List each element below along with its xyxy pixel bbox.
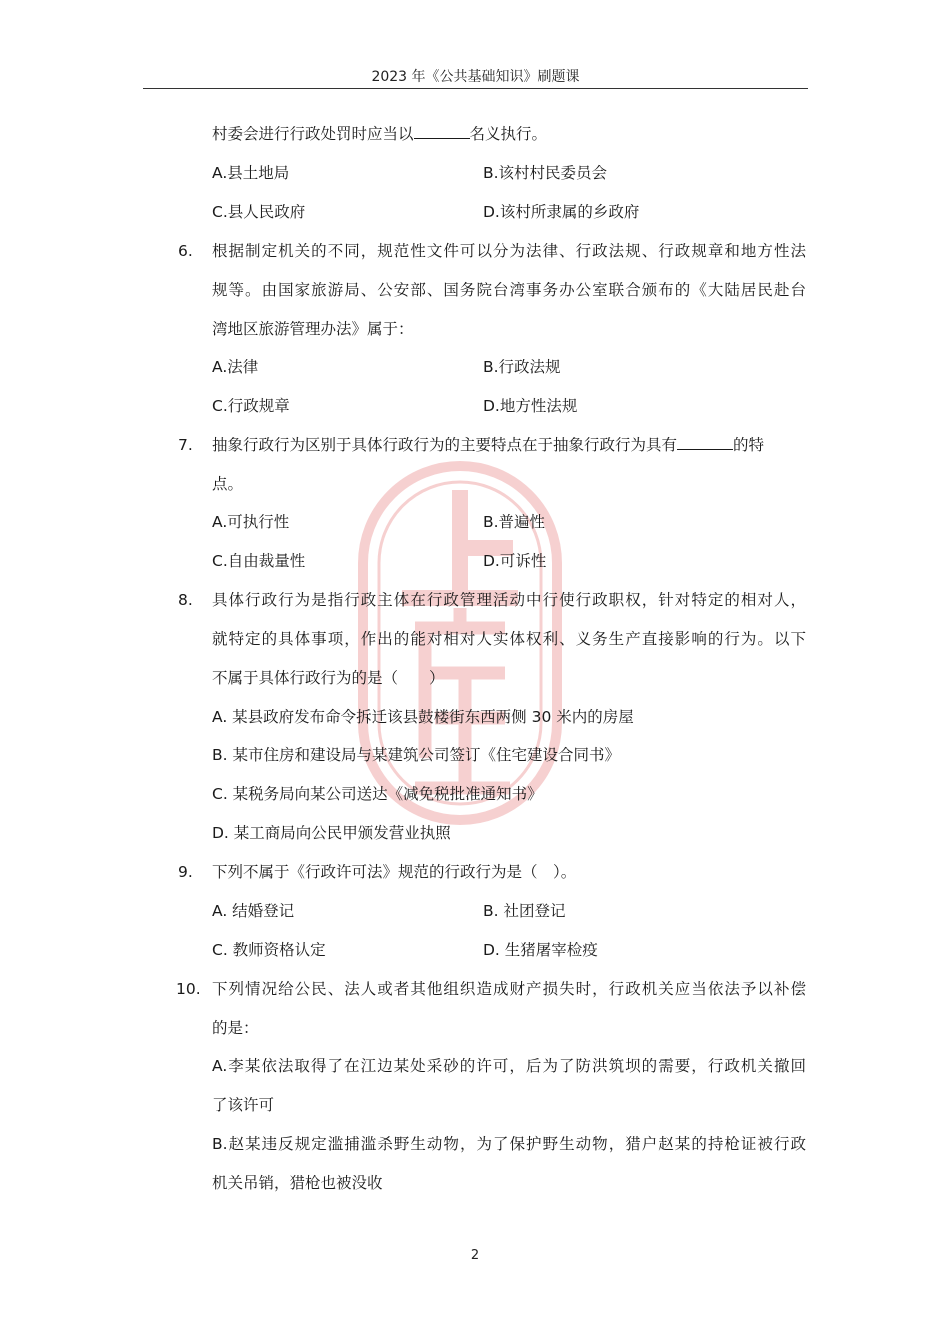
q5-text-before: 村委会进行行政处罚时应当以 <box>212 125 414 143</box>
q5-option-c: C.县人民政府 <box>212 203 306 221</box>
q5-option-b: B.该村村民委员会 <box>483 164 608 182</box>
q10-number: 10. <box>176 980 201 998</box>
q9-option-d: D. 生猪屠宰检疫 <box>483 941 598 959</box>
header-divider <box>143 88 808 89</box>
q5-text-after: 名义执行。 <box>469 125 548 143</box>
q8-stem-line-2: 就特定的具体事项，作出的能对相对人实体权利、义务生产直接影响的行为。以下 <box>212 630 806 648</box>
q6-option-b: B.行政法规 <box>483 358 561 376</box>
q9-option-b: B. 社团登记 <box>483 902 566 920</box>
q7-option-b: B.普遍性 <box>483 513 546 531</box>
q7-blank <box>677 435 733 450</box>
q7-option-a: A.可执行性 <box>212 513 290 531</box>
q7-text-after: 的特 <box>733 436 765 454</box>
q6-option-d: D.地方性法规 <box>483 397 578 415</box>
q8-option-d: D. 某工商局向公民甲颁发营业执照 <box>212 824 451 842</box>
q8-number: 8. <box>178 591 193 609</box>
q7-option-d: D.可诉性 <box>483 552 547 570</box>
q6-stem-line-3: 湾地区旅游管理办法》属于： <box>212 320 414 338</box>
q8-stem-line-1: 具体行政行为是指行政主体在行政管理活动中行使行政职权，针对特定的相对人， <box>212 591 806 609</box>
q6-stem-line-1: 根据制定机关的不同，规范性文件可以分为法律、行政法规、行政规章和地方性法 <box>212 242 806 260</box>
q10-option-b-line-1: B.赵某违反规定滥捕滥杀野生动物，为了保护野生动物，猎户赵某的持枪证被行政 <box>212 1135 806 1153</box>
q10-option-b-line-2: 机关吊销，猎枪也被没收 <box>212 1174 383 1192</box>
page-number: 2 <box>470 1248 480 1263</box>
q7-text-before: 抽象行政行为区别于具体行政行为的主要特点在于抽象行政行为具有 <box>212 436 678 454</box>
q8-stem-line-3: 不属于具体行政行为的是（ ） <box>212 669 445 687</box>
q5-stem-tail <box>212 124 547 144</box>
q9-stem: 下列不属于《行政许可法》规范的行政行为是（ ）。 <box>212 863 577 881</box>
q9-number: 9. <box>178 863 193 881</box>
q5-option-a: A.县土地局 <box>212 164 290 182</box>
q9-option-a: A. 结婚登记 <box>212 902 295 920</box>
q6-option-a: A.法律 <box>212 358 259 376</box>
q10-option-a-line-2: 了该许可 <box>212 1096 275 1114</box>
q7-stem-line-2: 点。 <box>212 475 244 493</box>
q5-option-d: D.该村所隶属的乡政府 <box>483 203 640 221</box>
q8-option-c: C. 某税务局向某公司送达《减免税批准通知书》 <box>212 785 543 803</box>
q8-option-a: A. 某县政府发布命令拆迁该县鼓楼街东西两侧 30 米内的房屋 <box>212 708 634 726</box>
q9-option-c: C. 教师资格认定 <box>212 941 326 959</box>
q5-blank <box>414 124 470 139</box>
q10-option-a-line-1: A.李某依法取得了在江边某处采砂的许可，后为了防洪筑坝的需要，行政机关撤回 <box>212 1057 806 1075</box>
q6-number: 6. <box>178 242 193 260</box>
q10-stem-line-1: 下列情况给公民、法人或者其他组织造成财产损失时，行政机关应当依法予以补偿 <box>212 980 806 998</box>
q6-option-c: C.行政规章 <box>212 397 290 415</box>
q10-stem-line-2: 的是： <box>212 1019 259 1037</box>
q8-option-b: B. 某市住房和建设局与某建筑公司签订《住宅建设合同书》 <box>212 746 620 764</box>
q7-stem-line-1 <box>212 435 764 455</box>
q6-stem-line-2: 规等。由国家旅游局、公安部、国务院台湾事务办公室联合颁布的《大陆居民赴台 <box>212 281 806 299</box>
q7-option-c: C.自由裁量性 <box>212 552 306 570</box>
q7-number: 7. <box>178 436 193 454</box>
page-header: 2023 年《公共基础知识》刷题课 <box>371 69 580 85</box>
